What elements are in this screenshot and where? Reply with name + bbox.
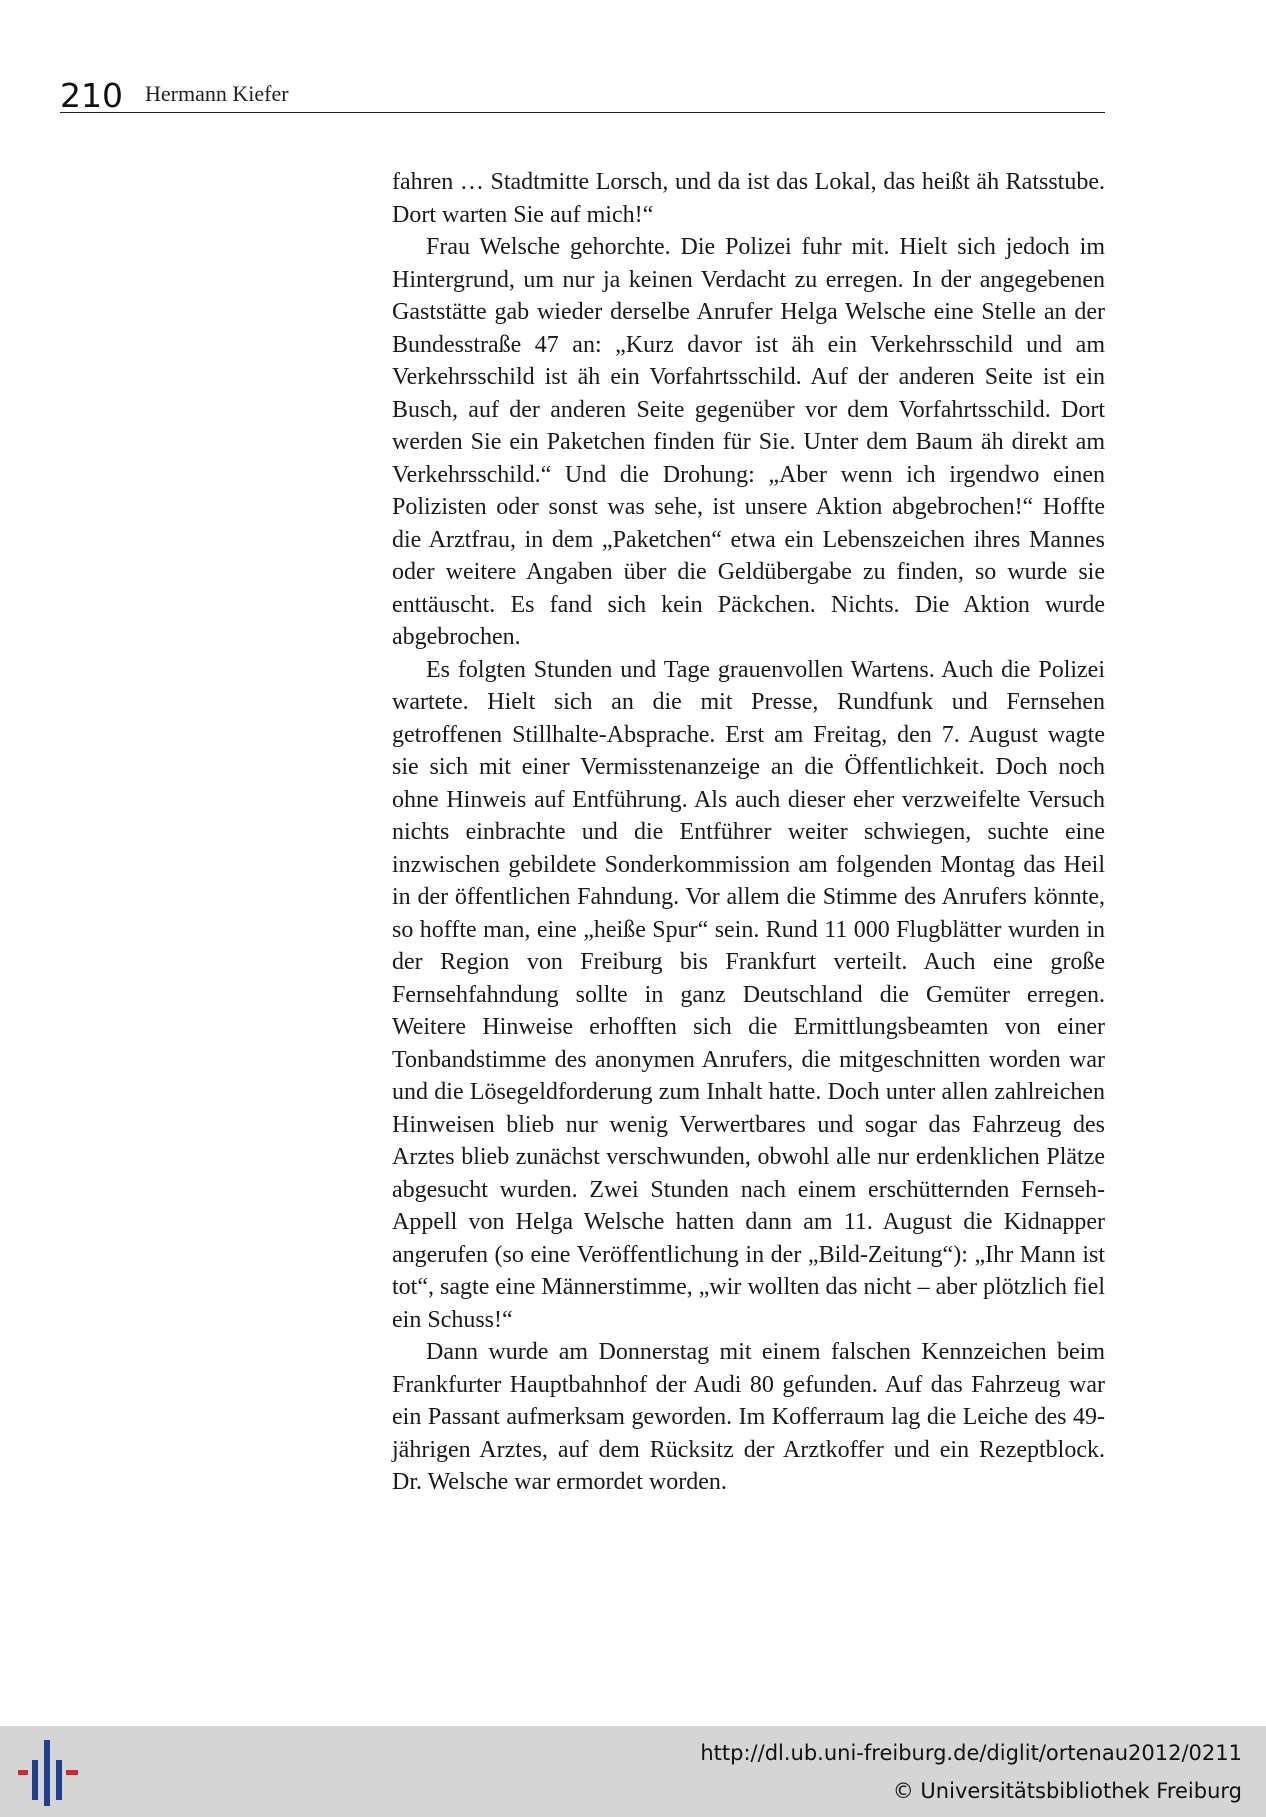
footer-bar <box>0 1726 1266 1817</box>
paragraph: Es folgten Stunden und Tage grauenvollen Wartens. Auch die Polizei wartete. Hielt sich an die mit Presse, Rundfunk und Fernsehen getroffenen Stillhalte-Absprache. Erst am Freitag, den 7. August wagte sie sich mit einer Vermisstenanzeige an die Öffentlichkeit. Doch noch ohne Hinweis auf Entführung. Als auch dieser eher verzweifelte Versuch nichts einbrachte und die Entführer weiter schwiegen, suchte eine inzwischen gebildete Sonderkommission am folgenden Montag das Heil in der öffentlichen Fahndung. Vor allem die Stimme des Anrufers könnte, so hoffte man, eine „heiße Spur“ sein. Rund 11 000 Flugblätter wurden in der Region von Freiburg bis Frankfurt verteilt. Auch eine große Fernsehfahndung sollte in ganz Deutschland die Gemüter erregen. Weitere Hinweise erhofften sich die Ermittlungsbeamten von einer Tonbandstimme des anonymen Anrufers, die mitgeschnitten worden war und die Lösegeldforderung zum Inhalt hatte. Doch unter allen zahlreichen Hinweisen blieb nur wenig Verwertbares und sogar das Fahrzeug des Arztes blieb zunächst verschwunden, obwohl alle nur erdenklichen Plätze abgesucht wurden. Zwei Stunden nach einem erschütternden Fernseh-Appell von Helga Welsche hatten dann am 11. August die Kidnapper angerufen (so eine Veröffentlichung in der „Bild-Zeitung“): „Ihr Mann ist tot“, sagte eine Männerstimme, „wir wollten das nicht – aber plötzlich fiel ein Schuss!“ <box>392 656 1105 1333</box>
paragraph: Dann wurde am Donnerstag mit einem falschen Kennzeichen beim Frankfurter Hauptbahnhof der Audi 80 gefunden. Auf das Fahrzeug war ein Passant aufmerksam geworden. Im Kofferraum lag die Leiche des 49-jährigen Arztes, auf dem Rücksitz der Arztkoffer und ein Rezeptblock. Dr. Welsche war ermordet worden. <box>392 1339 1105 1495</box>
paragraph: fahren … Stadtmitte Lorsch, und da ist das Lokal, das heißt äh Ratsstube. Dort warten Sie auf mich!“ <box>392 169 1105 228</box>
ub-freiburg-logo-icon[interactable] <box>18 1740 78 1806</box>
footer-url-link[interactable]: http://dl.ub.uni-freiburg.de/diglit/ortenau2012/0211 <box>700 1741 1242 1765</box>
page-number: 210 <box>60 76 123 115</box>
body-text <box>392 166 1105 1499</box>
running-head: Hermann Kiefer <box>145 81 289 106</box>
paragraph: Frau Welsche gehorchte. Die Polizei fuhr mit. Hielt sich jedoch im Hintergrund, um nur ja keinen Verdacht zu erregen. In der angegebenen Gaststätte gab wieder derselbe Anrufer Helga Welsche eine Stelle an der Bundesstraße 47 an: „Kurz davor ist äh ein Verkehrsschild und am Verkehrsschild ist äh ein Vorfahrtsschild. Auf der anderen Seite ist ein Busch, auf der anderen Seite gegenüber vor dem Vorfahrtsschild. Dort werden Sie ein Paketchen finden für Sie. Unter dem Baum äh direkt am Verkehrsschild.“ Und die Drohung: „Aber wenn ich irgendwo einen Polizisten oder sonst was sehe, ist unsere Aktion abgebrochen!“ Hoffte die Arztfrau, in dem „Paketchen“ etwa ein Lebenszeichen ihres Mannes oder weitere Angaben über die Geldübergabe zu finden, so wurde sie enttäuscht. Es fand sich kein Päckchen. Nichts. Die Aktion wurde abgebrochen. <box>392 234 1105 650</box>
page-header <box>60 76 1105 113</box>
footer-copyright: © Universitätsbibliothek Freiburg <box>892 1779 1242 1803</box>
